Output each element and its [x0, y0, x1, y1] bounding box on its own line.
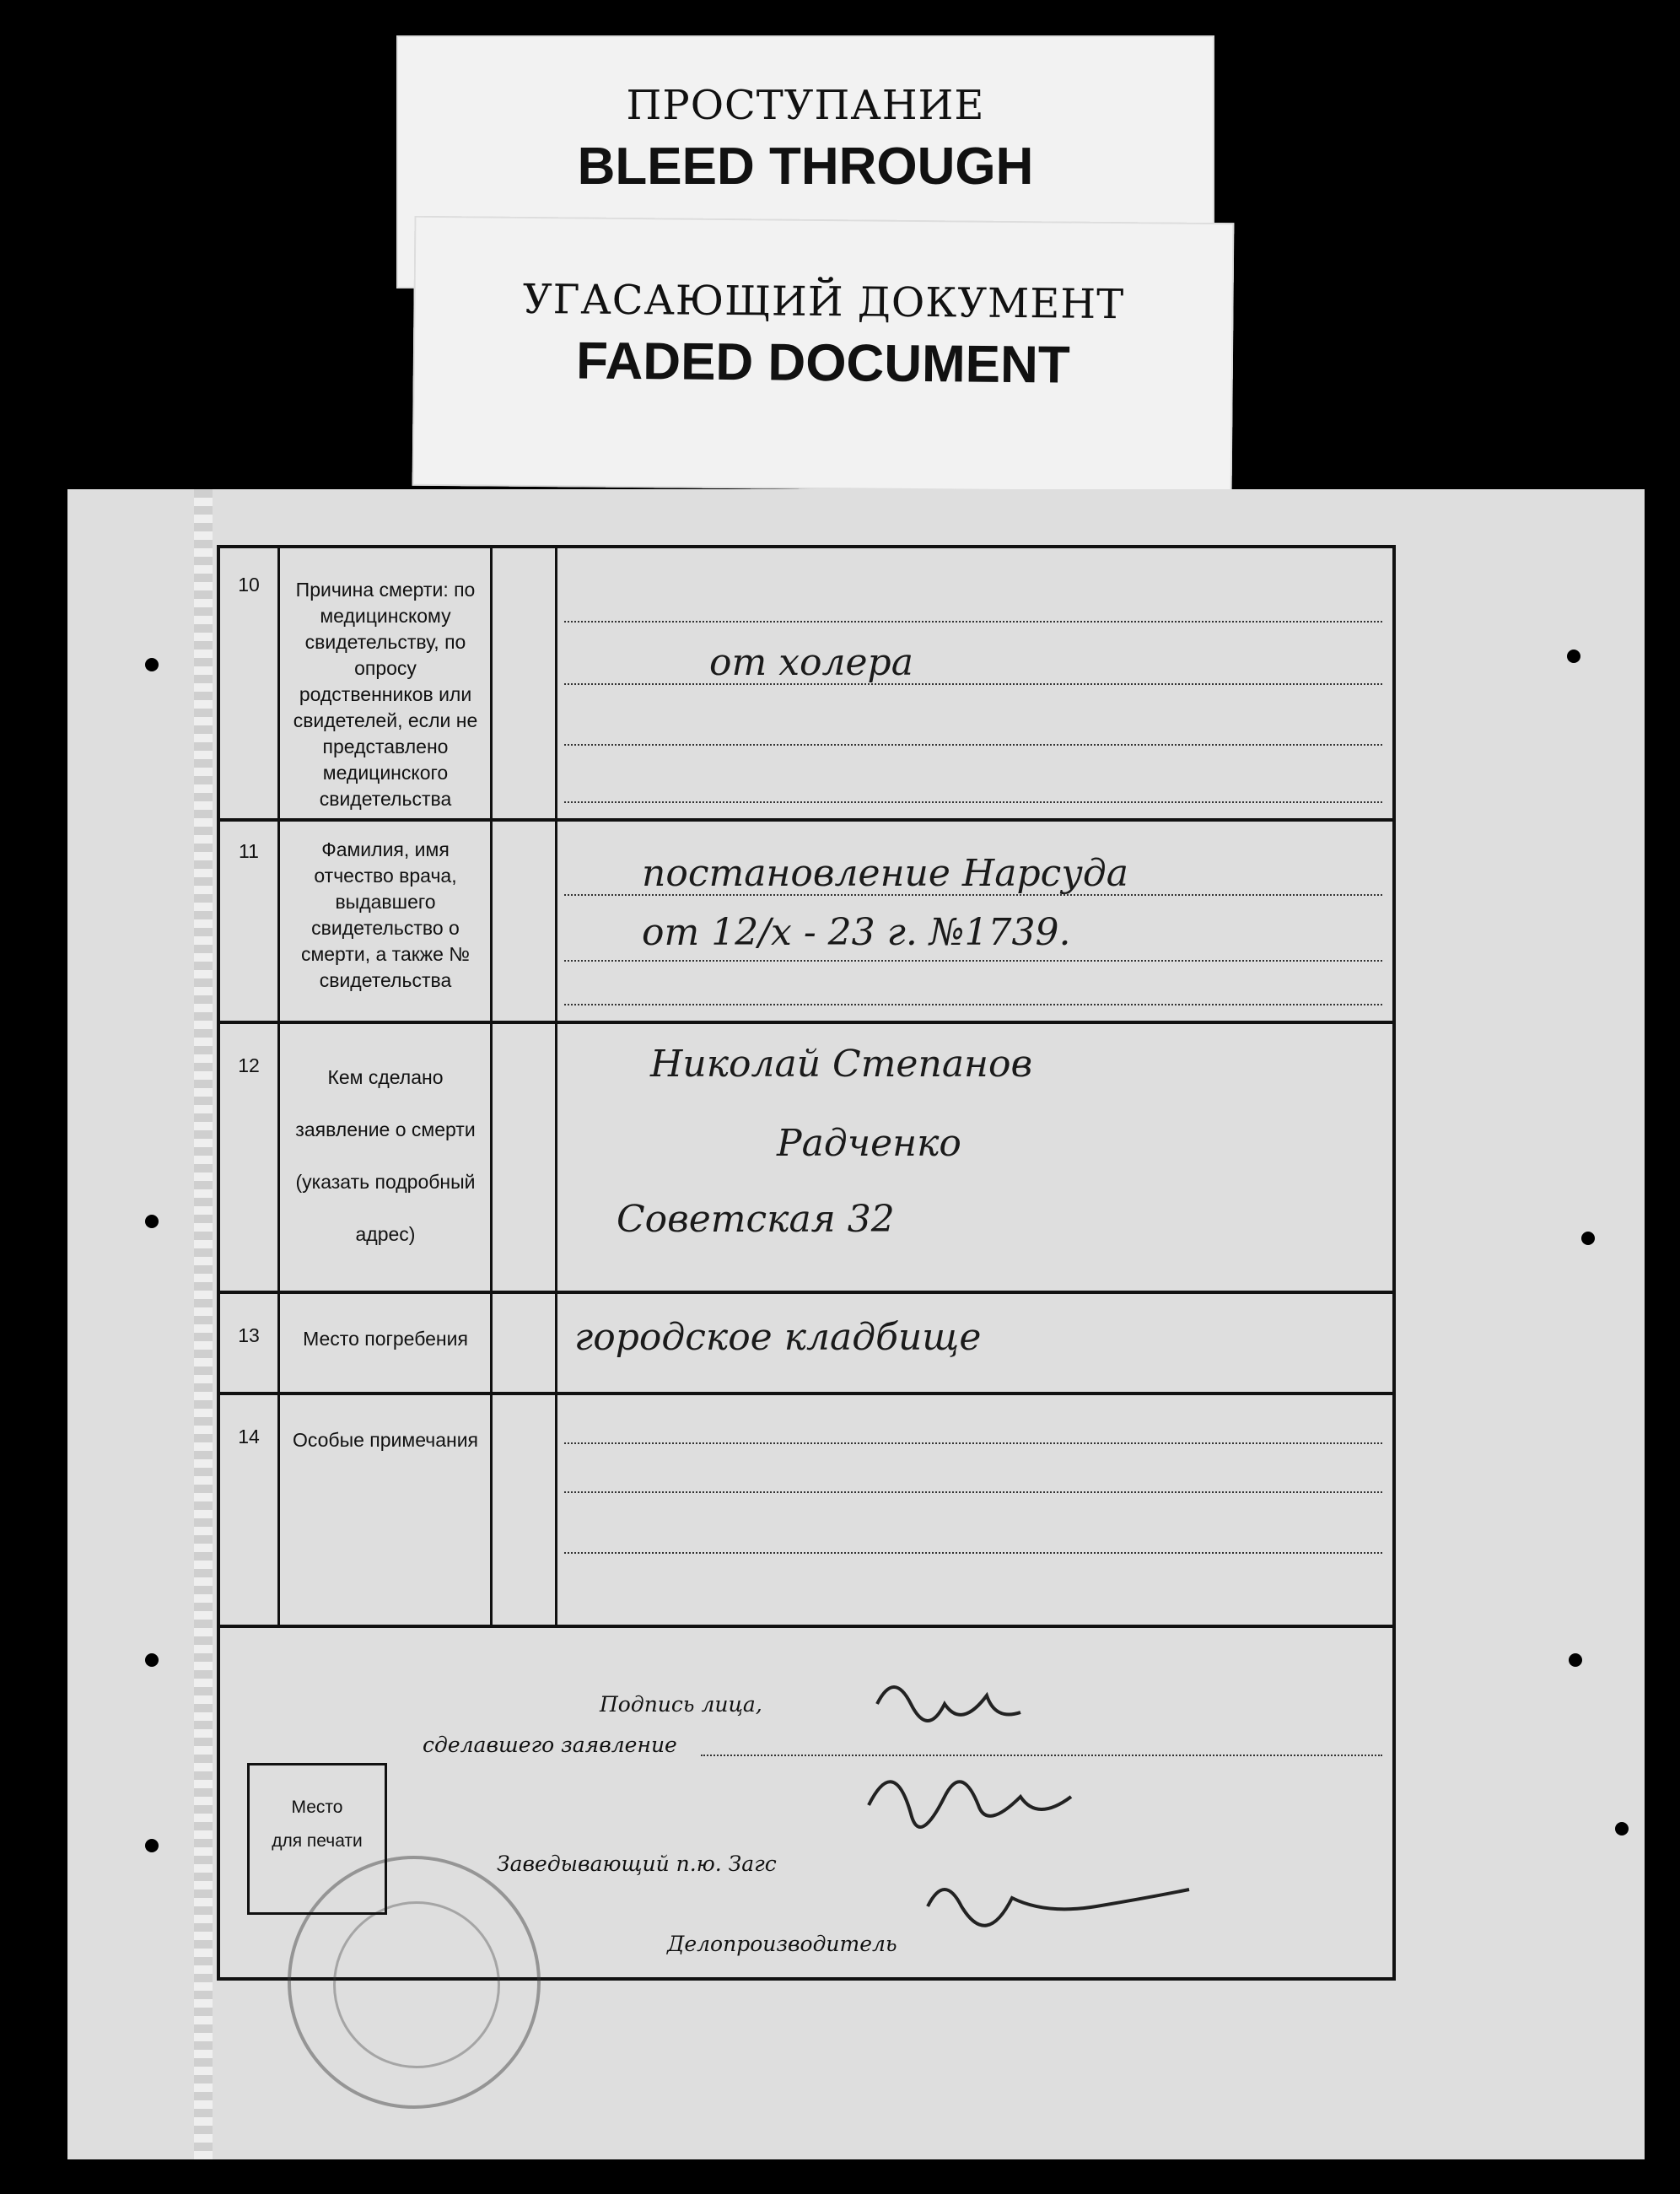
declarant-name: Николай Степанов — [650, 1043, 1033, 1086]
row-divider — [220, 818, 1392, 822]
clerk-signature — [928, 1889, 1189, 1926]
row-divider — [220, 1021, 1392, 1024]
dotted-line — [564, 1004, 1382, 1005]
column-divider — [490, 548, 493, 1625]
dotted-line — [564, 960, 1382, 962]
dotted-line — [564, 801, 1382, 803]
stamp-place-box — [247, 1763, 387, 1915]
burial-place-value: городское кладбище — [574, 1316, 982, 1359]
declarant-signature-label: сделавшего заявление — [423, 1733, 677, 1757]
column-divider — [555, 548, 557, 1625]
faded-document-label-ru: УГАСАЮЩИЙ ДОКУМЕНТ — [522, 275, 1125, 329]
row-label-remarks: Особые примечания — [292, 1429, 479, 1451]
handwritten-signatures — [810, 1653, 1248, 1991]
stamp-place-label: для печати — [272, 1831, 363, 1851]
bleed-through-label-en: BLEED THROUGH — [577, 137, 1034, 196]
faded-document-label-en: FADED DOCUMENT — [575, 332, 1070, 395]
row-number: 13 — [238, 1324, 260, 1346]
row-number: 14 — [238, 1426, 260, 1447]
row-number: 10 — [238, 574, 260, 596]
doctor-value-line2: от 12/x - 23 г. №1739. — [642, 911, 1071, 954]
punch-hole — [145, 1653, 159, 1667]
faded-document-label — [412, 216, 1235, 493]
head-signature — [869, 1782, 1071, 1827]
column-divider — [277, 548, 280, 1625]
punch-hole — [145, 658, 159, 671]
row-number: 11 — [239, 840, 259, 862]
row-label-burial-place: Место погребения — [303, 1328, 468, 1350]
declarant-surname: Радченко — [777, 1122, 961, 1165]
row-label-doctor: Фамилия, имя отчество врача, выдавшего свидетельство о смерти, а также № свидетельства — [300, 838, 471, 991]
dotted-line — [564, 683, 1382, 685]
dotted-line — [564, 1491, 1382, 1493]
dotted-line — [564, 1552, 1382, 1554]
perforated-edge — [194, 489, 213, 2159]
dotted-line — [564, 621, 1382, 623]
doctor-value-line1: постановление Нарсуда — [642, 852, 1128, 895]
punch-hole — [145, 1839, 159, 1852]
row-divider — [220, 1392, 1392, 1395]
row-divider — [220, 1291, 1392, 1294]
declarant-signature — [877, 1687, 1020, 1721]
cause-of-death-value: от холера — [709, 641, 913, 684]
dotted-line — [564, 744, 1382, 746]
punch-hole — [1569, 1653, 1582, 1667]
row-label-declarant: Кем сделано заявление о смерти (указать подробный адрес) — [295, 1066, 476, 1245]
clerk-signature-label: Делопроизводитель — [667, 1932, 897, 1956]
punch-hole — [1615, 1822, 1629, 1836]
punch-hole — [145, 1215, 159, 1228]
declarant-address: Советская 32 — [617, 1198, 895, 1241]
stamp-place-label: Место — [291, 1798, 343, 1817]
bleed-through-label-ru: ПРОСТУПАНИЕ — [626, 82, 985, 129]
row-number: 12 — [238, 1054, 260, 1076]
row-label-cause-of-death: Причина смерти: по медицинскому свидетельству, по опросу родственников или свидетелей, если не представлено медицинского свидетельства — [293, 579, 478, 810]
punch-hole — [1567, 650, 1580, 663]
declarant-signature-label: Подпись лица, — [600, 1692, 762, 1717]
row-divider — [220, 1625, 1392, 1628]
dotted-line — [564, 1442, 1382, 1444]
punch-hole — [1581, 1232, 1595, 1245]
head-signature-label: Заведывающий п.ю. Загс — [497, 1852, 777, 1876]
